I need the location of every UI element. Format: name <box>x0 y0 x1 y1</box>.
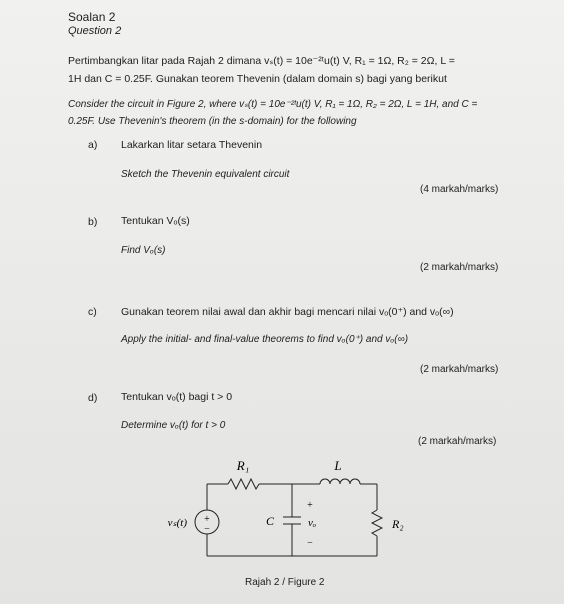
label-source-minus: − <box>204 524 210 535</box>
question-heading: Question 2 <box>68 25 122 37</box>
label-source-plus: + <box>204 514 210 525</box>
part-b-marks: (2 markah/marks) <box>420 262 499 273</box>
part-c-marks: (2 markah/marks) <box>420 364 499 375</box>
label-vo-plus: + <box>307 500 313 511</box>
label-r2: R₂ <box>392 517 404 531</box>
intro-malay-line2: 1H dan C = 0.25F. Gunakan teorem Thevenin (dalam domain s) bagi yang berikut <box>68 73 447 85</box>
part-d-english: Determine vₒ(t) for t > 0 <box>121 420 226 431</box>
part-d-letter: d) <box>88 392 98 404</box>
part-b-english: Find Vₒ(s) <box>121 245 166 256</box>
part-a-malay: Lakarkan litar setara Thevenin <box>121 139 263 151</box>
part-b-letter: b) <box>88 216 98 228</box>
inductor-l-symbol <box>320 479 360 484</box>
part-a-english: Sketch the Thevenin equivalent circuit <box>121 169 290 180</box>
part-c-letter: c) <box>88 306 97 318</box>
resistor-r1-symbol <box>228 479 259 489</box>
label-vo-minus: − <box>307 538 313 549</box>
label-r1: R₁ <box>236 458 250 473</box>
intro-english-line2: 0.25F. Use Thevenin's theorem (in the s-domain) for the following <box>68 116 357 127</box>
label-vo: vₒ <box>307 517 317 529</box>
part-a-marks: (4 markah/marks) <box>420 184 499 195</box>
part-b-malay: Tentukan Vₒ(s) <box>121 215 190 227</box>
label-vs: vₛ(t) <box>167 517 187 529</box>
resistor-r2-symbol <box>372 510 382 536</box>
part-c-english: Apply the initial- and final-value theorems to find vₒ(0⁺) and vₒ(∞) <box>121 334 409 345</box>
soalan-heading: Soalan 2 <box>68 10 116 24</box>
part-c-malay: Gunakan teorem nilai awal dan akhir bagi mencari nilai vₒ(0⁺) and vₒ(∞) <box>121 306 454 318</box>
label-c: C <box>265 514 275 528</box>
label-l: L <box>334 458 342 473</box>
intro-english-line1: Consider the circuit in Figure 2, where vₛ(t) = 10e⁻²ᵗu(t) V, R₁ = 1Ω, R₂ = 2Ω, L = 1H, and C = <box>68 99 478 110</box>
figure-caption: Rajah 2 / Figure 2 <box>245 577 325 588</box>
intro-malay-line1: Pertimbangkan litar pada Rajah 2 dimana vₛ(t) = 10e⁻²ᵗu(t) V, R₁ = 1Ω, R₂ = 2Ω, L = <box>68 55 455 67</box>
part-d-malay: Tentukan vₒ(t) bagi t > 0 <box>121 391 233 403</box>
part-d-marks: (2 markah/marks) <box>418 436 497 447</box>
part-a-letter: a) <box>88 139 98 151</box>
